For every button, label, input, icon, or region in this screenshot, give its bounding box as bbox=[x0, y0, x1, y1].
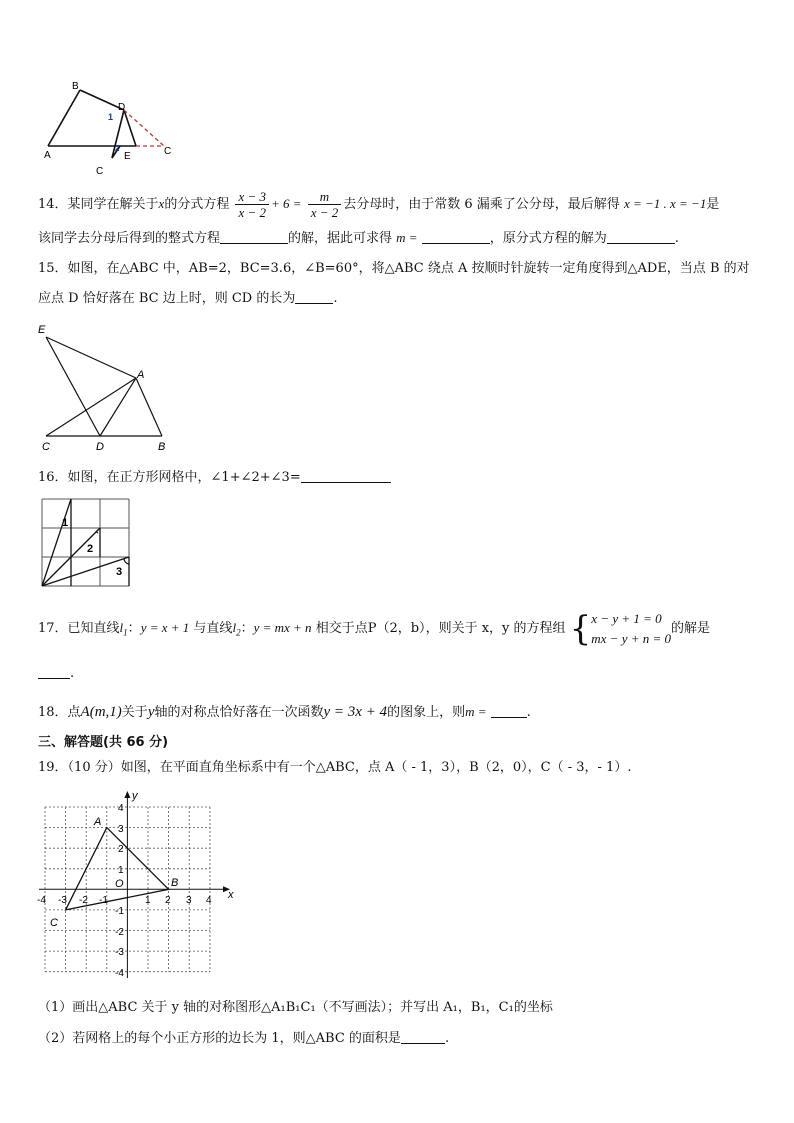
q16-angle-2: 2 bbox=[87, 543, 94, 555]
q19-axis-y: y bbox=[132, 790, 138, 802]
q14-plus6: + 6 = bbox=[271, 196, 302, 211]
q19-xtick-1: 1 bbox=[145, 895, 151, 906]
q16-angle-1: 1 bbox=[62, 517, 69, 529]
fig15-label-d: D bbox=[96, 441, 104, 453]
q14-text-a: 14．某同学在解关于 bbox=[38, 197, 159, 212]
q19-xtick--4: -4 bbox=[37, 895, 46, 906]
q19-coordinate-figure bbox=[34, 788, 244, 988]
q14-fraction-1: $\frac{x - 3}{x - 2}$ bbox=[235, 189, 269, 220]
q18-function: y = 3x + 4 bbox=[323, 704, 388, 720]
q16-text: 16．如图，在正方形网格中，∠1+∠2+∠3= bbox=[38, 470, 301, 485]
fig13-angle-1: 1 bbox=[108, 112, 114, 122]
q19-xtick--3: -3 bbox=[58, 895, 67, 906]
q17-brace: { bbox=[569, 608, 592, 649]
q14-blank-1[interactable] bbox=[220, 229, 288, 244]
q19-ytick--1: -1 bbox=[115, 906, 124, 917]
q14-text-c: 去分母时，由于常数 6 漏乘了公分母，最后解得 bbox=[343, 197, 620, 212]
q14-blank-3[interactable] bbox=[607, 229, 675, 244]
fig15-label-c: C bbox=[42, 441, 50, 453]
fig15-label-b: B bbox=[158, 441, 166, 453]
q15-figure bbox=[36, 320, 176, 456]
section-3-heading: 三、解答题(共 66 分) bbox=[38, 735, 169, 750]
q15-text-2: 应点 D 恰好落在 BC 边上时，则 CD 的长为 bbox=[38, 291, 296, 306]
q14-fraction-2: $\frac{m}{x - 2}$ bbox=[308, 189, 342, 220]
q14-line2-end: . bbox=[674, 231, 679, 246]
q17-text-a: 17．已知直线 bbox=[38, 621, 120, 636]
fig13-label-a: A bbox=[44, 150, 51, 161]
q17-l2: $l_2$ bbox=[232, 620, 241, 638]
fig15-label-e: E bbox=[38, 324, 46, 336]
q15-text-1: 15．如图，在△ABC 中，AB=2，BC=3.6，∠B=60°，将△ABC 绕点 A 按顺时针旋转一定角度得到△ADE，当点 B 的对 bbox=[38, 261, 750, 276]
q16-angle-3: 3 bbox=[116, 566, 123, 578]
q19-line1 bbox=[38, 758, 631, 778]
q18-text-a: 18．点 bbox=[38, 705, 81, 720]
q17-line1 bbox=[38, 606, 710, 655]
q19-ytick--4: -4 bbox=[115, 968, 124, 979]
q19-ytick-4: 4 bbox=[118, 803, 124, 814]
fig13-label-e: E bbox=[124, 151, 131, 162]
fig13-label-c-right: C bbox=[164, 146, 172, 157]
q17-end: . bbox=[70, 666, 75, 681]
q17-blank[interactable] bbox=[38, 664, 70, 679]
q17-text-c: 相交于点 bbox=[315, 621, 368, 636]
q17-text-e: 的解是 bbox=[671, 621, 711, 636]
q14-line2 bbox=[38, 228, 679, 249]
fig13-label-d: D bbox=[118, 102, 126, 113]
fig15-label-a: A bbox=[137, 369, 145, 381]
q19-point-c: C bbox=[50, 917, 58, 929]
q14-line2-text-a: 该同学去分母后得到的整式方程 bbox=[38, 231, 221, 246]
q17-text-b: 与直线 bbox=[193, 621, 233, 636]
q19-part1 bbox=[38, 998, 553, 1018]
q17-colon-1: ： bbox=[127, 621, 141, 636]
q19-part2 bbox=[38, 1029, 449, 1049]
q14-line2-text-c: ，原分式方程的解为 bbox=[489, 231, 607, 246]
q19-ytick-1: 1 bbox=[118, 865, 124, 876]
q18-text-c: 轴的对称点恰好落在一次函数 bbox=[154, 705, 324, 720]
q17-eq2: y = mx + n bbox=[253, 620, 312, 635]
q19-origin: O bbox=[115, 878, 124, 890]
q17-point: P（2，b） bbox=[367, 621, 426, 636]
q14-blank-2[interactable] bbox=[422, 229, 490, 244]
q14-line2-text-b: 的解，据此可求得 bbox=[288, 231, 393, 246]
q13-figure bbox=[40, 78, 180, 178]
q19-point-b: B bbox=[171, 877, 179, 889]
q19-end: . bbox=[444, 1031, 450, 1046]
q18-point: A(m,1) bbox=[80, 704, 122, 720]
q17-colon-2: ： bbox=[240, 621, 254, 636]
q17-text-d: ，则关于 x，y 的方程组 bbox=[425, 621, 566, 636]
q14-solution: x = −1 . x = −1 bbox=[623, 196, 707, 211]
q14-text-b: 的分式方程 bbox=[164, 197, 230, 212]
q19-ytick--2: -2 bbox=[115, 927, 124, 938]
q17-eq1: y = x + 1 bbox=[140, 620, 190, 635]
fig13-label-b: B bbox=[72, 81, 79, 92]
q19-part1-text: （1）画出△ABC 关于 y 轴的对称图形△A₁B₁C₁（不写画法）；并写出 A₁，B₁，C₁的坐标 bbox=[38, 1000, 553, 1015]
q18-line bbox=[38, 701, 531, 724]
q15-line1 bbox=[38, 259, 750, 279]
q14-line1 bbox=[38, 189, 719, 220]
q17-system: x − y + 1 = 0 mx − y + n = 0 bbox=[591, 610, 672, 646]
q14-var-x: x bbox=[158, 196, 165, 211]
q19-xtick-3: 3 bbox=[186, 895, 192, 906]
q19-blank[interactable] bbox=[401, 1029, 445, 1044]
q19-ytick--3: -3 bbox=[115, 947, 124, 958]
q16-line bbox=[38, 468, 391, 488]
q14-m-eq: m = bbox=[396, 230, 418, 245]
q15-end: . bbox=[333, 291, 338, 306]
q19-xtick-2: 2 bbox=[165, 895, 171, 906]
q19-xtick--1: -1 bbox=[99, 895, 108, 906]
q18-text-d: 的图象上，则 bbox=[387, 705, 466, 720]
q19-ytick-2: 2 bbox=[118, 844, 124, 855]
q18-end: . bbox=[526, 705, 531, 720]
q19-ytick-3: 3 bbox=[118, 824, 124, 835]
q19-point-a: A bbox=[94, 816, 102, 828]
q15-blank[interactable] bbox=[295, 289, 333, 304]
q15-line2 bbox=[38, 289, 337, 309]
q18-m-eq: m = bbox=[465, 704, 487, 719]
q16-grid-figure bbox=[40, 497, 132, 589]
q19-text-1: 19．（10 分）如图，在平面直角坐标系中有一个△ABC，点 A（ - 1，3），B（2，0），C（ - 3，- 1）. bbox=[38, 760, 632, 775]
q18-text-b: 关于 bbox=[121, 705, 148, 720]
fig13-angle-2: 2 bbox=[115, 144, 120, 153]
fig13-label-c-bottom: C bbox=[96, 166, 104, 177]
q19-part2-text: （2）若网格上的每个小正方形的边长为 1，则△ABC 的面积是 bbox=[38, 1031, 401, 1046]
q17-l1: $l_1$ bbox=[119, 620, 128, 638]
q16-blank[interactable] bbox=[301, 468, 391, 483]
q19-axis-x: x bbox=[228, 889, 234, 901]
q14-text-d: 是 bbox=[706, 197, 720, 212]
q19-xtick-4: 4 bbox=[206, 895, 212, 906]
q17-line2 bbox=[38, 664, 74, 684]
q18-y: y bbox=[147, 704, 155, 720]
q19-xtick--2: -2 bbox=[79, 895, 88, 906]
q18-blank[interactable] bbox=[491, 703, 527, 718]
